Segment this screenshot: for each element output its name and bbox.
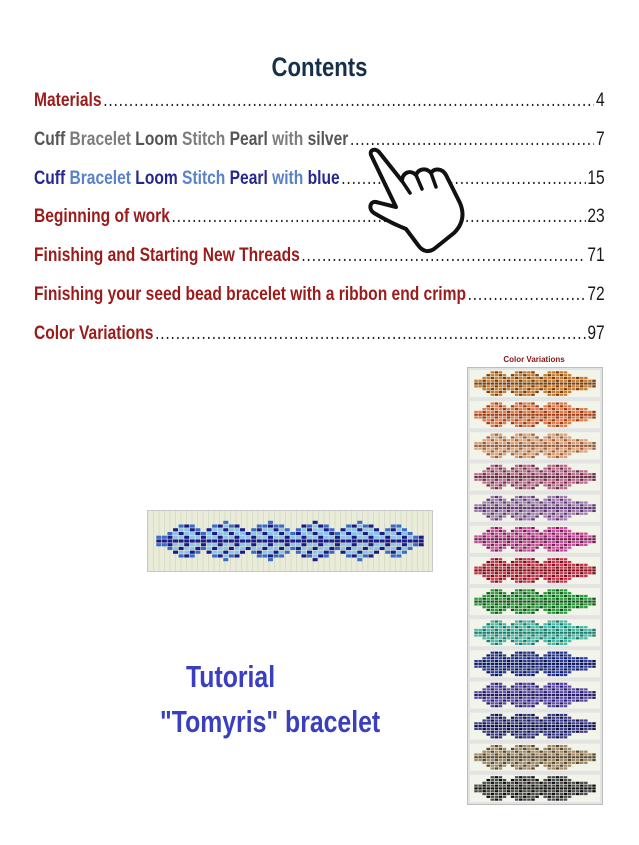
toc-entry-label [34, 168, 340, 190]
dot-leader [103, 90, 594, 112]
toc-label-part: Loom [135, 167, 183, 189]
color-variations-title: Color Variations [503, 355, 565, 364]
color-variation-swatch [470, 713, 600, 740]
toc-label-part: Bracelet [69, 128, 136, 150]
toc-entry-label [34, 284, 466, 306]
toc-entry-label [34, 90, 102, 112]
toc-label-part: Finishing your seed bead bracelet with a ribbon end crimp [34, 283, 466, 305]
toc-entry-label [34, 129, 348, 151]
toc-label-part: Cuff [34, 167, 70, 189]
toc-label-part: Stitch [182, 167, 230, 189]
bracelet-pattern-diagram [147, 510, 433, 572]
color-variation-swatch [470, 588, 600, 615]
pointing-hand-icon [362, 145, 467, 255]
toc-page-number: 23 [587, 206, 605, 228]
toc-label-part: Loom [135, 128, 183, 150]
toc-page-number: 97 [587, 322, 605, 344]
toc-page-number: 15 [587, 167, 605, 189]
toc-entry-label [34, 323, 153, 345]
toc-page-number: 71 [587, 245, 605, 267]
toc-entry-beginning[interactable] [34, 202, 604, 241]
color-variation-swatch [470, 401, 600, 428]
color-variation-swatch [470, 775, 600, 802]
dot-leader [468, 284, 586, 306]
toc-page-number: 7 [596, 128, 605, 150]
color-variation-swatch [470, 681, 600, 708]
toc-label-part: with [272, 128, 308, 150]
toc-label-part: blue [307, 167, 340, 189]
toc-entry-label [34, 245, 300, 267]
color-variation-swatch [470, 463, 600, 490]
toc-label-part: Finishing and Starting New Threads [34, 245, 300, 267]
color-variations-chart [465, 355, 603, 803]
dot-leader [155, 323, 586, 345]
toc-page-number: 72 [587, 283, 605, 305]
color-variation-swatch [470, 370, 600, 397]
contents-heading: Contents [271, 52, 368, 82]
color-variation-swatch [470, 432, 600, 459]
toc-entry-color-variations[interactable] [34, 319, 604, 358]
table-of-contents [34, 86, 604, 358]
color-variation-swatch [470, 495, 600, 522]
color-variation-swatch [470, 650, 600, 677]
toc-label-part: Bracelet [69, 167, 136, 189]
toc-entry-pearl-silver[interactable] [34, 125, 604, 164]
bracelet-name: "Tomyris" bracelet [160, 704, 381, 739]
color-variation-swatch [470, 744, 600, 771]
toc-label-part: Beginning of work [34, 206, 170, 228]
toc-label-part: Pearl [229, 128, 273, 150]
toc-entry-finishing-threads[interactable] [34, 241, 604, 280]
toc-entry-ribbon-crimp[interactable] [34, 280, 604, 319]
toc-page-number: 4 [596, 90, 605, 111]
toc-label-part: Color Variations [34, 322, 154, 344]
toc-label-part: Pearl [229, 167, 273, 189]
toc-label-part: Cuff [34, 128, 70, 150]
toc-entry-label [34, 206, 170, 228]
toc-label-part: silver [307, 128, 349, 150]
toc-entry-pearl-blue[interactable] [34, 164, 604, 203]
toc-label-part: with [272, 167, 308, 189]
color-variation-swatch [470, 619, 600, 646]
toc-label-part: Materials [34, 90, 102, 111]
tutorial-label: Tutorial [186, 659, 276, 694]
color-variations-strip [467, 367, 603, 805]
color-variation-swatch [470, 557, 600, 584]
color-variation-swatch [470, 526, 600, 553]
toc-entry-materials[interactable] [34, 86, 604, 125]
toc-label-part: Stitch [182, 128, 230, 150]
